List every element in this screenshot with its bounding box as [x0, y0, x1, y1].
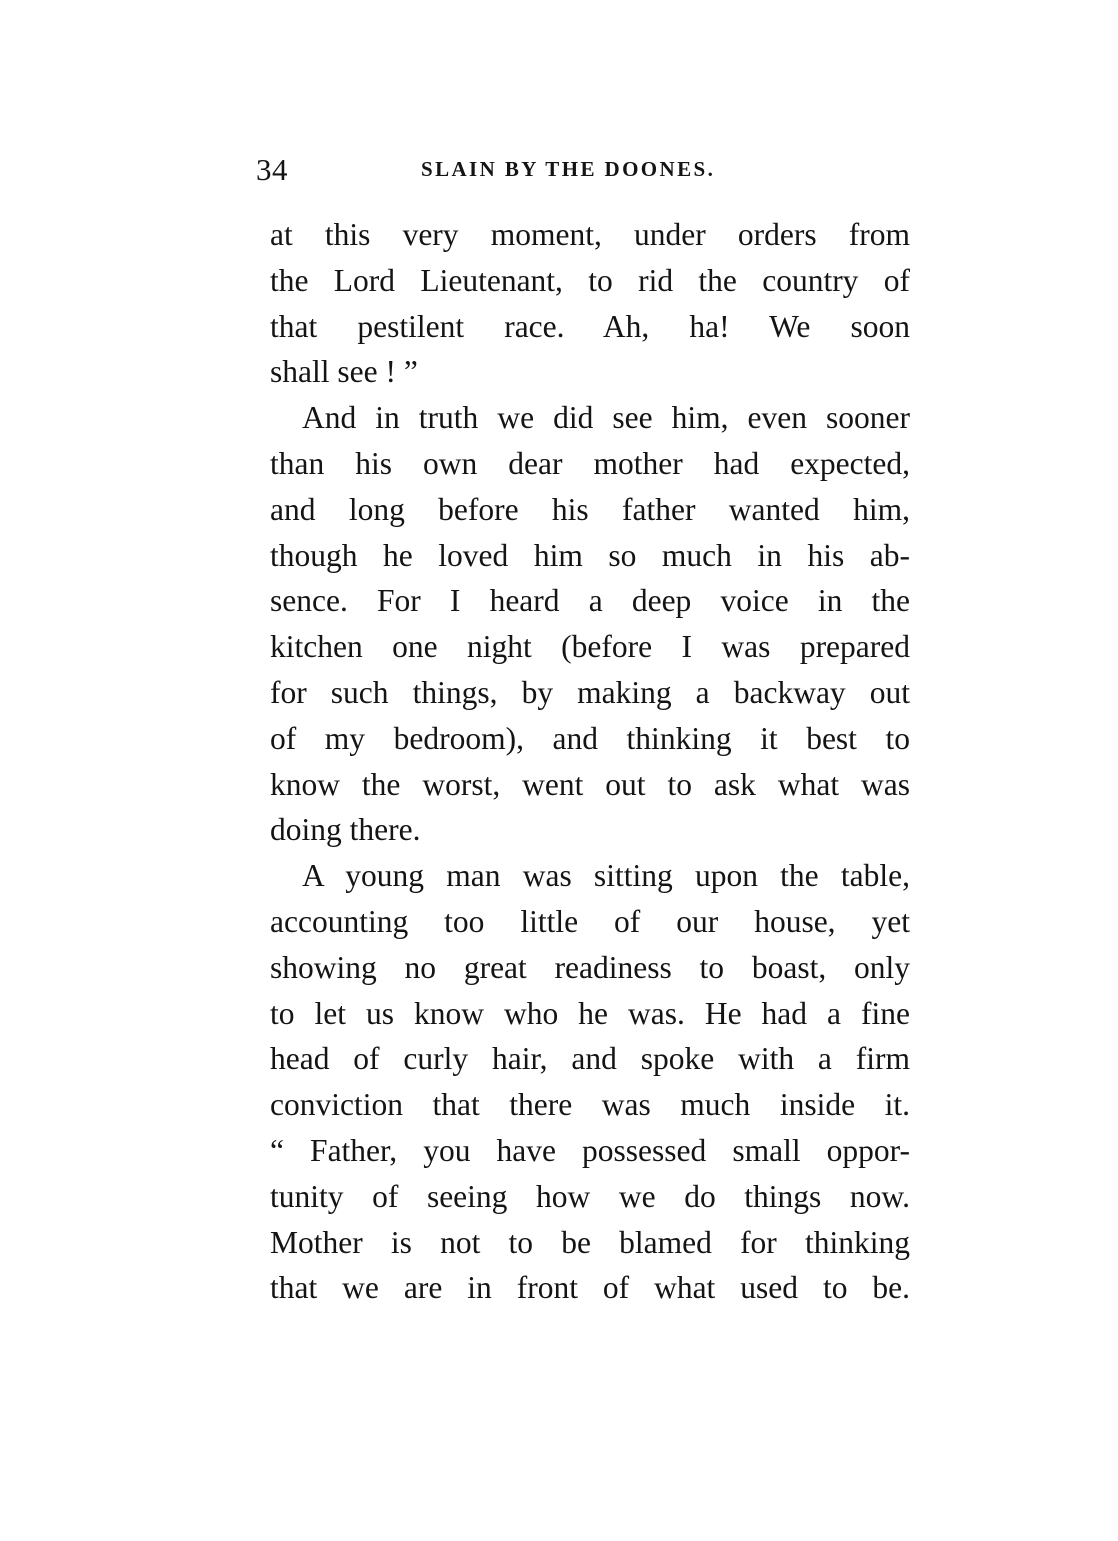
- text-line: than his own dear mother had expected,: [270, 445, 910, 481]
- text-line: sence. For I heard a deep voice in the: [270, 583, 910, 619]
- text-line: for such things, by making a backway out: [270, 674, 910, 710]
- page-number: 34: [256, 152, 288, 187]
- text-line: A young man was sitting upon the table,: [302, 858, 910, 894]
- text-line: head of curly hair, and spoke with a firm: [270, 1041, 910, 1077]
- text-line: of my bedroom), and thinking it best to: [270, 720, 910, 756]
- text-line: and long before his father wanted him,: [270, 491, 910, 527]
- text-line: And in truth we did see him, even sooner: [302, 400, 910, 436]
- body-text: [270, 212, 910, 1311]
- text-line: the Lord Lieutenant, to rid the country of: [270, 262, 910, 298]
- text-line: accounting too little of our house, yet: [270, 903, 910, 939]
- running-head: [256, 150, 916, 190]
- text-line: know the worst, went out to ask what was: [270, 766, 910, 802]
- text-line: that we are in front of what used to be.: [270, 1270, 910, 1306]
- text-line: “ Father, you have possessed small oppor-: [270, 1132, 910, 1168]
- text-line: Mother is not to be blamed for thinking: [270, 1224, 910, 1260]
- text-line: doing there.: [270, 812, 421, 848]
- text-line: conviction that there was much inside it.: [270, 1087, 910, 1123]
- text-line: that pestilent race. Ah, ha! We soon: [270, 308, 910, 344]
- text-line: shall see ! ”: [270, 354, 418, 390]
- running-title: SLAIN BY THE DOONES.: [421, 157, 716, 181]
- text-line: kitchen one night (before I was prepared: [270, 629, 910, 665]
- text-line: at this very moment, under orders from: [270, 217, 910, 252]
- text-line: to let us know who he was. He had a fine: [270, 995, 910, 1031]
- text-line: showing no great readiness to boast, only: [270, 949, 910, 985]
- text-line: tunity of seeing how we do things now.: [270, 1178, 910, 1214]
- text-line: though he loved him so much in his ab-: [270, 537, 910, 573]
